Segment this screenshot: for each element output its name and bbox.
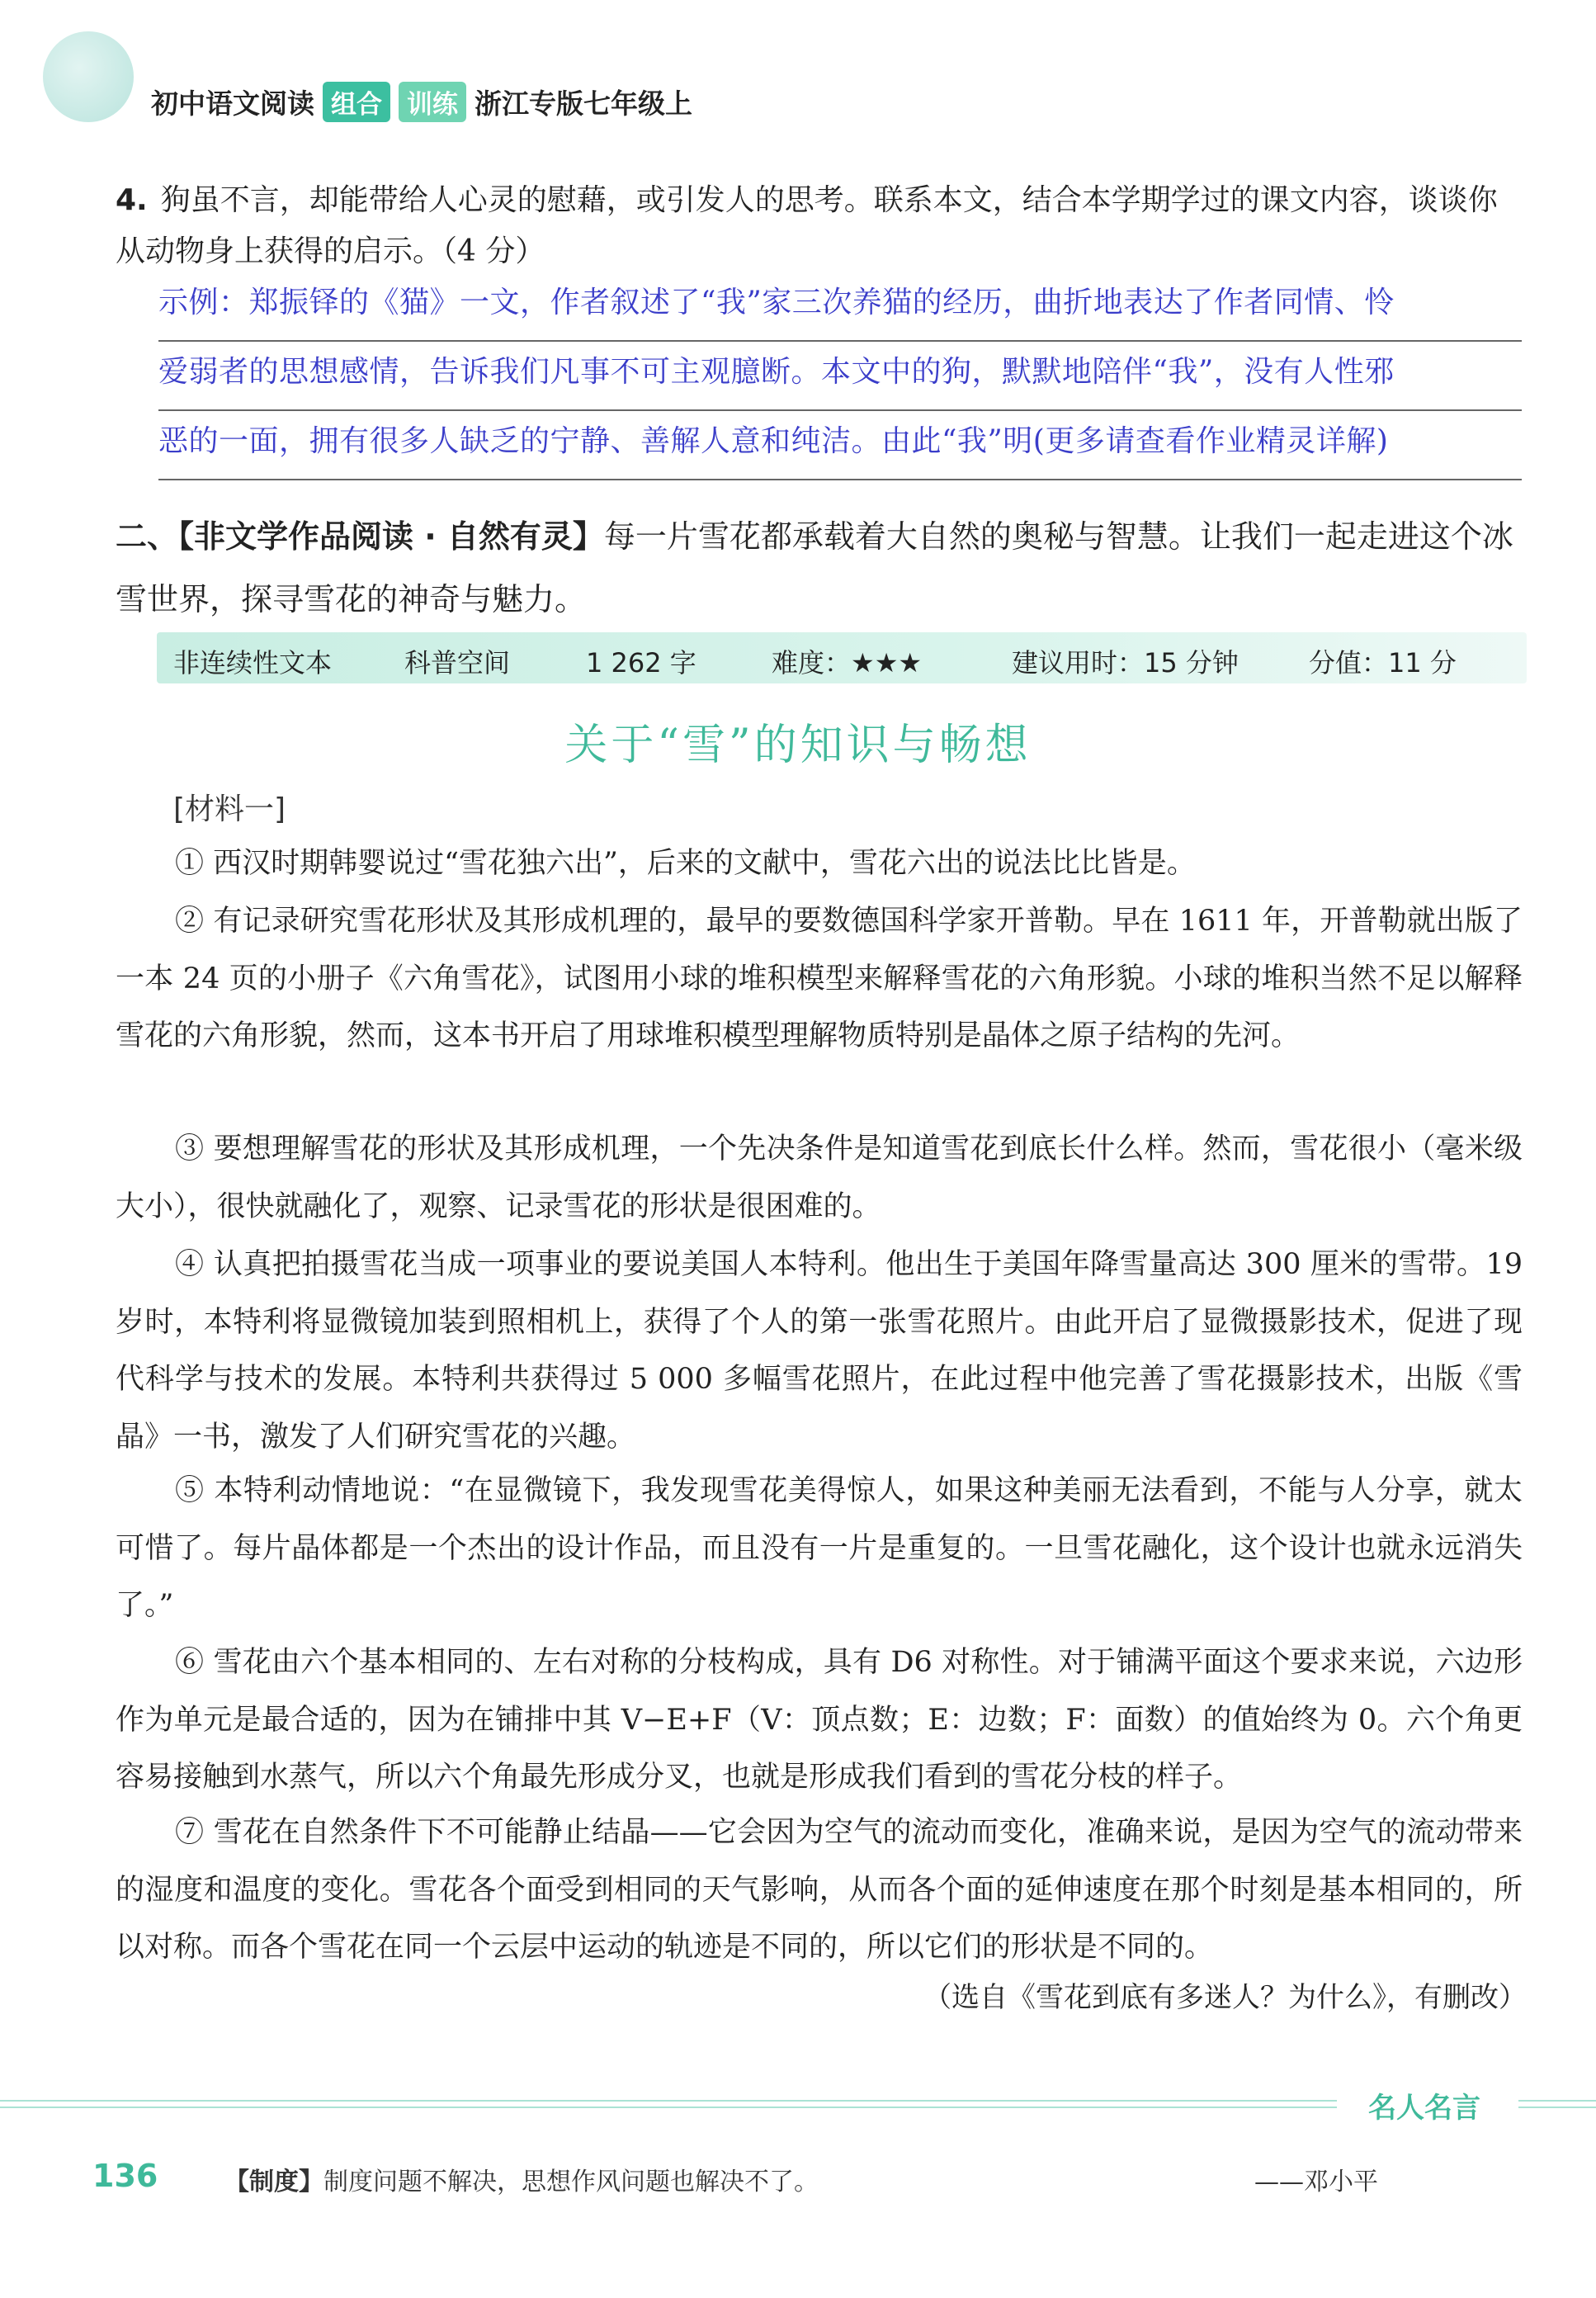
material-label: [材料一] <box>173 792 286 826</box>
answer-line-2: 爱弱者的思想感情，告诉我们凡事不可主观臆断。本文中的狗，默默地陪伴“我”，没有人性邪 <box>158 342 1522 411</box>
paragraph-6: ⑥ 雪花由六个基本相同的、左右对称的分枝构成，具有 D6 对称性。对于铺满平面这个要求来说，六边形作为单元是最合适的，因为在铺排中其 V−E+F（V：顶点数；E：边数；F：面数）的值始终为 0。六个角更容易接触到水蒸气，所以六个角最先形成分叉，也就是形成我们看到的雪花分枝的样子。 <box>116 1646 1523 1794</box>
answer-line-3: 恶的一面，拥有很多人缺乏的宁静、善解人意和纯洁。由此“我”明(更多请查看作业精灵详解) <box>158 411 1522 480</box>
article-title: 关于“雪”的知识与畅想 <box>564 721 1032 770</box>
footer-divider <box>0 2093 1596 2126</box>
section-tag: 【非文学作品阅读 · 自然有灵】 <box>178 518 604 555</box>
quote-author: ——邓小平 <box>1254 2168 1378 2196</box>
word-count: 1 262 字 <box>586 647 696 679</box>
score-value: 分值：11 分 <box>1309 647 1457 679</box>
paragraph-3: ③ 要想理解雪花的形状及其形成机理，一个先决条件是知道雪花到底长什么样。然而，雪花很小（毫米级大小），很快就融化了，观察、记录雪花的形状是很困难的。 <box>116 1132 1523 1223</box>
paragraph-1: ① 西汉时期韩婴说过“雪花独六出”，后来的文献中，雪花六出的说法比比皆是。 <box>175 847 1196 880</box>
text-type: 非连续性文本 <box>173 647 333 679</box>
page-number: 136 <box>92 2158 158 2194</box>
section-number: 二、 <box>116 518 179 555</box>
book-title <box>151 81 692 122</box>
text-category: 科普空间 <box>404 647 511 679</box>
title-prefix: 初中语文阅读 <box>151 87 314 120</box>
header-decoration <box>43 31 134 122</box>
suggested-time: 建议用时：15 分钟 <box>1012 647 1239 679</box>
quote-text: 制度问题不解决，思想作风问题也解决不了。 <box>323 2168 819 2196</box>
reading-info-bar <box>157 632 1527 683</box>
paragraph-5: ⑤ 本特利动情地说：“在显微镜下，我发现雪花美得惊人，如果这种美丽无法看到，不能与人分享，就太可惜了。每片晶体都是一个杰出的设计作品，而且没有一片是重复的。一旦雪花融化，这个设计也就永远消失了。” <box>116 1474 1523 1622</box>
title-tag-training: 训练 <box>399 82 466 122</box>
quote-tag: 【制度】 <box>224 2168 323 2196</box>
paragraph-4: ④ 认真把拍摄雪花当成一项事业的要说美国人本特利。他出生于美国年降雪量高达 300 厘米的雪带。19 岁时，本特利将显微镜加装到照相机上，获得了个人的第一张雪花照片。由此开启了显微摄影技术，促进了现代科学与技术的发展。本特利共获得过 5 000 多幅雪花照片，在此过程中他完善了雪花摄影技术，出版《雪晶》一书，激发了人们研究雪花的兴趣。 <box>116 1248 1523 1454</box>
answer-line-1: 示例：郑振铎的《猫》一文，作者叙述了“我”家三次养猫的经历，曲折地表达了作者同情、怜 <box>158 272 1522 342</box>
footer-label: 名人名言 <box>1368 2092 1480 2125</box>
question-4 <box>116 175 1518 277</box>
answer-block <box>158 272 1522 480</box>
title-tag-combo: 组合 <box>323 82 390 122</box>
paragraph-2: ② 有记录研究雪花形状及其形成机理的，最早的要数德国科学家开普勒。早在 1611 年，开普勒就出版了一本 24 页的小册子《六角雪花》，试图用小球的堆积模型来解释雪花的六角形貌。小球的堆积当然不足以解释雪花的六角形貌，然而，这本书开启了用球堆积模型理解物质特别是晶体之原子结构的先河。 <box>116 905 1523 1052</box>
footer-quote <box>224 2161 819 2197</box>
question-number: 4. <box>116 183 148 217</box>
section-intro-text: 每一片雪花都承载着大自然的奥秘与智慧。让我们一起走进这个冰雪世界，探寻雪花的神奇与魅力。 <box>116 518 1513 617</box>
question-text: 狗虽不言，却能带给人心灵的慰藉，或引发人的思考。联系本文，结合本学期学过的课文内容，谈谈你从动物身上获得的启示。（4 分） <box>116 183 1498 268</box>
difficulty-rating: 难度：★★★ <box>772 647 923 679</box>
title-suffix: 浙江专版七年级上 <box>475 87 692 120</box>
paragraph-7: ⑦ 雪花在自然条件下不可能静止结晶——它会因为空气的流动而变化，准确来说，是因为空气的流动带来的湿度和温度的变化。雪花各个面受到相同的天气影响，从而各个面的延伸速度在那个时刻是基本相同的，所以对称。而各个雪花在同一个云层中运动的轨迹是不同的，所以它们的形状是不同的。 <box>116 1816 1523 1964</box>
section-two-intro <box>116 505 1518 631</box>
article-source: （选自《雪花到底有多迷人？为什么》，有删改） <box>923 1981 1527 2014</box>
